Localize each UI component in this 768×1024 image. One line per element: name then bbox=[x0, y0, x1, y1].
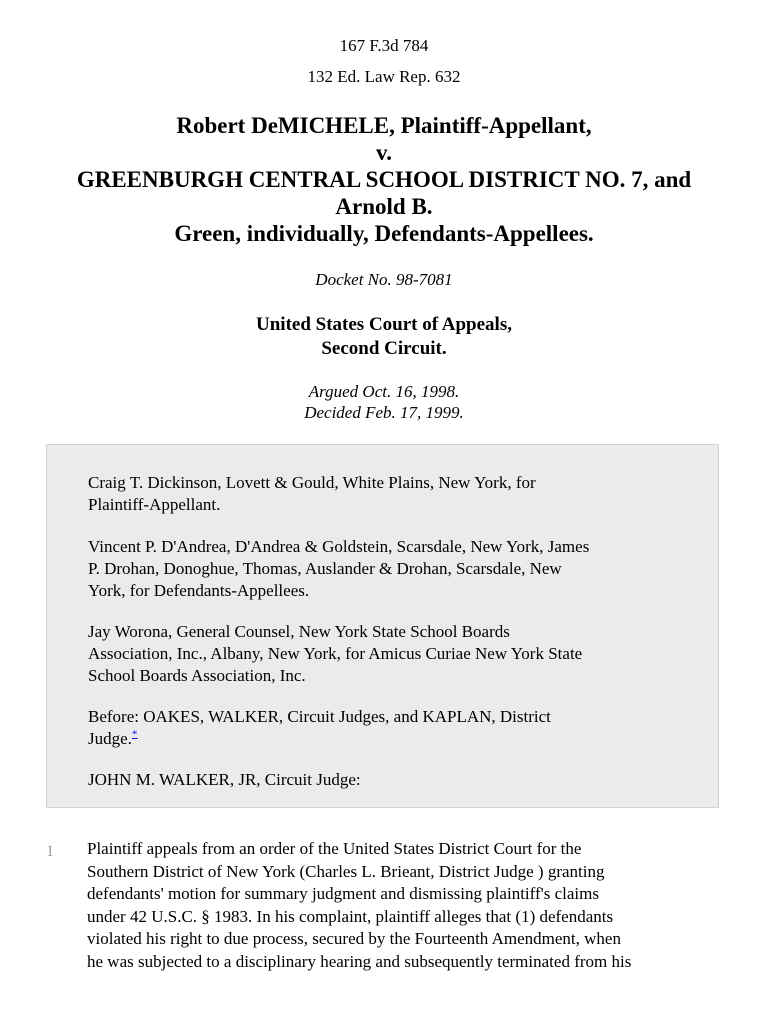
opinion-line: violated his right to due process, secured by the Fourteenth Amendment, when bbox=[87, 929, 621, 948]
opinion-line: defendants' motion for summary judgment and dismissing plaintiff's claims bbox=[87, 884, 599, 903]
title-line: Green, individually, Defendants-Appellees. bbox=[174, 221, 594, 246]
panel-judges: Before: OAKES, WALKER, Circuit Judges, and KAPLAN, District Judge.* bbox=[88, 707, 551, 748]
case-title bbox=[20, 112, 748, 247]
counsel-amicus: Jay Worona, General Counsel, New York State School Boards Association, Inc., Albany, New York, for Amicus Curiae New York State School Boards Association, Inc. bbox=[88, 622, 583, 685]
opinion-line: Plaintiff appeals from an order of the United States District Court for the bbox=[87, 839, 582, 858]
court-line: United States Court of Appeals, bbox=[256, 314, 512, 335]
counsel-box bbox=[46, 444, 719, 808]
footnote-link[interactable]: * bbox=[131, 728, 138, 741]
title-line: v. bbox=[376, 140, 392, 165]
court-line: Second Circuit. bbox=[321, 338, 447, 359]
court-name bbox=[0, 313, 768, 361]
argued-date: Argued Oct. 16, 1998. bbox=[308, 382, 460, 401]
counsel-defendants: Vincent P. D'Andrea, D'Andrea & Goldstein, Scarsdale, New York, James P. Drohan, Donoghue, Thomas, Auslander & Drohan, Scarsdale, New York, for Defendants-Appellees. bbox=[88, 537, 590, 600]
opinion-author: JOHN M. WALKER, JR, Circuit Judge: bbox=[88, 770, 361, 789]
citation-ed-law: 132 Ed. Law Rep. 632 bbox=[307, 67, 461, 86]
opinion-line: he was subjected to a disciplinary hearing and subsequently terminated from his bbox=[87, 951, 632, 971]
citation-reporter: 167 F.3d 784 bbox=[339, 36, 429, 55]
paragraph-number: 1 bbox=[46, 843, 54, 860]
case-dates bbox=[0, 381, 768, 423]
counsel-plaintiff: Craig T. Dickinson, Lovett & Gould, White Plains, New York, for Plaintiff-Appellant. bbox=[88, 473, 536, 514]
title-line: Arnold B. bbox=[335, 194, 433, 219]
title-line: Robert DeMICHELE, Plaintiff-Appellant, bbox=[176, 113, 592, 138]
opinion-paragraph bbox=[87, 838, 727, 973]
opinion-line: under 42 U.S.C. § 1983. In his complaint, plaintiff alleges that (1) defendants bbox=[87, 906, 614, 926]
title-line: GREENBURGH CENTRAL SCHOOL DISTRICT NO. 7, and bbox=[76, 167, 692, 192]
opinion-line: Southern District of New York (Charles L. Brieant, District Judge ) granting bbox=[87, 861, 605, 881]
decided-date: Decided Feb. 17, 1999. bbox=[304, 403, 464, 422]
docket-number: Docket No. 98-7081 bbox=[315, 270, 453, 289]
